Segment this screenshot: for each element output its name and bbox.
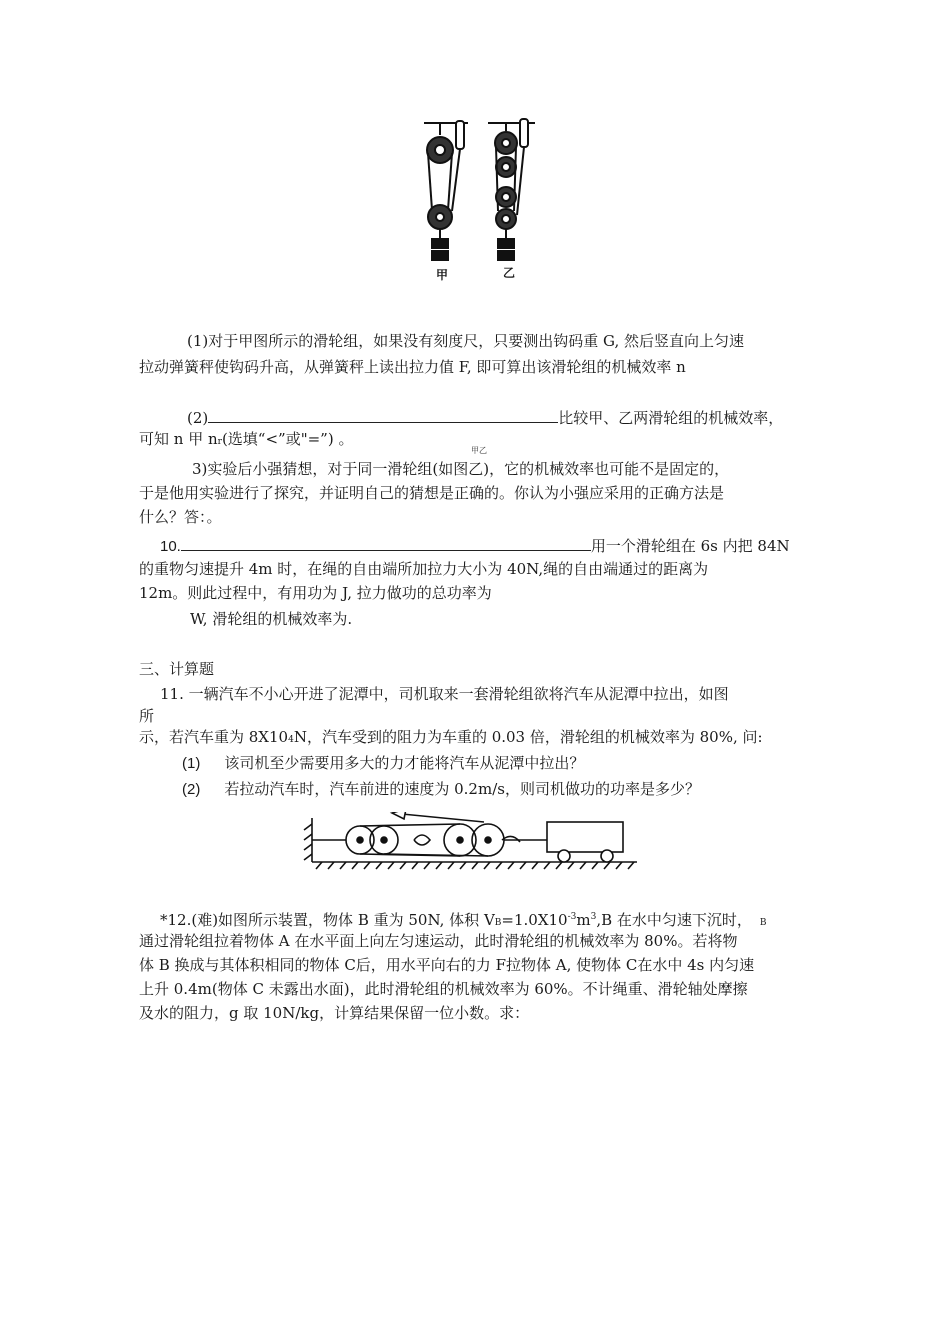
car-pulley-figure [302, 812, 642, 882]
q11-sub2 [182, 778, 700, 801]
q9-part3-line3: 什么？答：。 [139, 508, 222, 526]
q9-part2-line2 [139, 428, 353, 453]
q10-line4: W, 滑轮组的机械效率为. [190, 610, 353, 628]
q11-sub1-number: (1) [182, 755, 201, 772]
q10-blank[interactable] [181, 534, 591, 551]
pulley-system-jia [424, 121, 468, 260]
q9-part1-number: (1) [187, 332, 209, 350]
q11-line1: 11. 一辆汽车不小心开进了泥潭中，司机取来一套滑轮组欲将汽车从泥潭中拉出，如图 [160, 685, 729, 703]
q9-part2-subscript: r [217, 437, 222, 447]
q9-part1-line1 [187, 330, 744, 352]
ground-hatch [316, 862, 634, 869]
q12-sinking: ,B 在水中匀速下沉时， [596, 911, 752, 929]
q11-line2: 所 [139, 707, 155, 725]
q10-line1 [160, 534, 790, 558]
q10-tail: 用一个滑轮组在 6s 内把 84N [590, 537, 790, 555]
q12-vb-subscript: B [494, 918, 502, 928]
q11-sub2-text: 若拉动汽车时，汽车前进的速度为 0.2m/s，则司机做功的功率是多少？ [224, 780, 700, 798]
q9-part3-line2: 于是他用实验进行了探究，并证明自己的猜想是正确的。你认为小强应采用的正确方法是 [139, 484, 725, 502]
q9-part3-line1: 3)实验后小强猜想，对于同一滑轮组(如图乙)，它的机械效率也可能不是固定的， [192, 460, 730, 478]
q10-line2: 的重物匀速提升 4m 时，在绳的自由端所加拉力大小为 40N,绳的自由端通过的距离为 [139, 560, 709, 578]
q12-intro: *12.(难)如图所示装置，物体 B 重为 50N, 体积 V [160, 911, 495, 929]
q12-unit-exponent: 3 [590, 912, 597, 922]
q9-part2-tail: 比较甲、乙两滑轮组的机械效率， [558, 409, 784, 427]
q9-part2-blank[interactable] [208, 406, 558, 423]
q9-part2-choice: (选填“<”或"=”) 。 [221, 430, 354, 448]
q9-part1-line2: 拉动弹簧秤使钩码升高，从弹簧秤上读出拉力值 F, 即可算出该滑轮组的机械效率 n [139, 358, 686, 376]
q12-line2: 通过滑轮组拉着物体 A 在水平面上向左匀速运动，此时滑轮组的机械效率为 80%。若将物 [139, 932, 738, 950]
q12-unit: m [576, 911, 591, 929]
q11-weight: 示，若汽车重为 8X10 [139, 728, 289, 746]
q10-line3: 12m。则此过程中，有用功为 J, 拉力做功的总功率为 [139, 584, 492, 602]
q11-conditions: N，汽车受到的阻力为车重的 0.03 倍，滑轮组的机械效率为 80%, 问: [293, 728, 763, 746]
q11-sub1-text: 该司机至少需要用多大的力才能将汽车从泥潭中拉出？ [224, 754, 585, 772]
q12-tiny-b: B [759, 918, 767, 928]
figure-label-jia: 甲 [436, 268, 449, 282]
q9-part2-compare: 可知 n 甲 n [139, 430, 218, 448]
q11-sub2-number: (2) [182, 781, 201, 798]
q11-line3 [139, 726, 763, 751]
q11-sub1 [182, 752, 584, 775]
pulley-figure-jia-yi [410, 115, 550, 285]
q12-line5: 及水的阻力，g 取 10N/kg，计算结果保留一位小数。求： [139, 1004, 530, 1022]
q12-line3: 体 B 换成与其体积相同的物体 C后，用水平向右的力 F拉物体 A, 使物体 C在水中 4s 内匀速 [139, 956, 755, 974]
section-title: 三、计算题 [139, 660, 215, 678]
q9-part1-text: 对于甲图所示的滑轮组，如果没有刻度尺，只要测出钩码重 G, 然后竖直向上匀速 [208, 332, 745, 350]
tiny-label-jiayi: 甲乙 [471, 446, 487, 455]
q11-exponent: 4 [288, 735, 294, 745]
q9-part2-line1 [187, 406, 783, 429]
q12-exponent: -3 [567, 912, 577, 922]
q12-line4: 上升 0.4m(物体 C 未露出水面)，此时滑轮组的机械效率为 60%。不计绳重、滑轮轴处摩擦 [139, 980, 748, 998]
figure-label-yi: 乙 [503, 266, 516, 280]
q12-volume: =1.0X10 [501, 911, 568, 929]
q9-part2-number: (2) [187, 409, 209, 427]
pulley-system-yi [488, 119, 535, 260]
q10-number: 10. [160, 538, 181, 555]
